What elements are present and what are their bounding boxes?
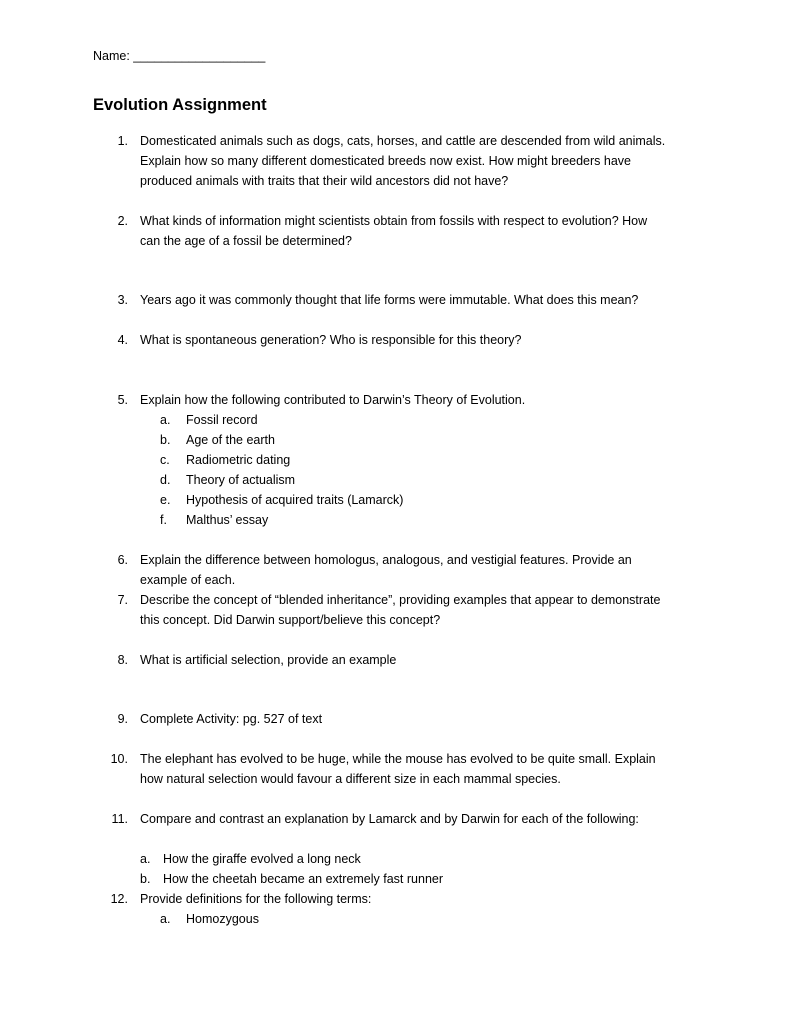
question-line: The elephant has evolved to be huge, while the mouse has evolved to be quite small. Explain — [140, 752, 656, 766]
question-line: Years ago it was commonly thought that life forms were immutable. What does this mean? — [140, 293, 639, 307]
page-title: Evolution Assignment — [93, 96, 267, 114]
question-text — [140, 650, 700, 670]
sub-item-text: Theory of actualism — [186, 473, 296, 487]
question-line: Provide definitions for the following terms: — [140, 892, 372, 906]
question-text — [140, 131, 700, 191]
question-line: What kinds of information might scientists obtain from fossils with respect to evolution? How — [140, 214, 648, 228]
sub-item-letter: a. — [160, 413, 171, 427]
question-line: Compare and contrast an explanation by Lamarck and by Darwin for each of the following: — [140, 812, 639, 826]
question-line: this concept. Did Darwin support/believe this concept? — [140, 613, 441, 627]
question-line: Describe the concept of “blended inheritance”, providing examples that appear to demonstrate — [140, 593, 661, 607]
question-line: What is artificial selection, provide an example — [140, 653, 397, 667]
sub-item-letter: c. — [160, 453, 170, 467]
question-line: can the age of a fossil be determined? — [140, 234, 352, 248]
name-field-line: Name: ___________________ — [93, 49, 266, 63]
question-line: produced animals with traits that their wild ancestors did not have? — [140, 174, 509, 188]
question-text — [140, 211, 700, 251]
question-text — [140, 709, 700, 729]
question-line: Explain how so many different domesticated breeds now exist. How might breeders have — [140, 154, 631, 168]
question-number: 7. — [117, 593, 128, 607]
question-line: how natural selection would favour a different size in each mammal species. — [140, 772, 561, 786]
sub-item-text: Radiometric dating — [186, 453, 291, 467]
question-text — [140, 550, 700, 590]
question-text — [140, 809, 700, 829]
question-line: What is spontaneous generation? Who is responsible for this theory? — [140, 333, 522, 347]
sub-item-text: Hypothesis of acquired traits (Lamarck) — [186, 493, 404, 507]
question-text — [140, 889, 700, 909]
sub-item-text: How the cheetah became an extremely fast runner — [163, 872, 444, 886]
question-number: 12. — [110, 892, 128, 906]
question-line: example of each. — [140, 573, 236, 587]
question-number: 10. — [110, 752, 128, 766]
sub-item-text: Malthus’ essay — [186, 513, 269, 527]
sub-item-text: How the giraffe evolved a long neck — [163, 852, 361, 866]
question-number: 2. — [117, 214, 128, 228]
question-line: Domesticated animals such as dogs, cats, horses, and cattle are descended from wild animals. — [140, 134, 666, 148]
question-number: 3. — [117, 293, 128, 307]
question-text — [140, 390, 700, 410]
question-number: 4. — [117, 333, 128, 347]
question-text — [140, 590, 700, 630]
sub-item-text: Age of the earth — [186, 433, 275, 447]
sub-item-letter: d. — [160, 473, 171, 487]
sub-item-letter: a. — [140, 852, 151, 866]
sub-item-letter: e. — [160, 493, 171, 507]
question-text — [140, 330, 700, 350]
question-number: 9. — [117, 712, 128, 726]
question-number: 8. — [117, 653, 128, 667]
sub-item-letter: b. — [160, 433, 171, 447]
sub-item-text: Fossil record — [186, 413, 258, 427]
question-number: 1. — [117, 134, 128, 148]
question-number: 11. — [111, 812, 128, 826]
sub-item-text: Homozygous — [186, 912, 259, 926]
question-line: Complete Activity: pg. 527 of text — [140, 712, 323, 726]
sub-item-letter: b. — [140, 872, 151, 886]
question-text — [140, 290, 700, 310]
question-number: 6. — [117, 553, 128, 567]
sub-item-letter: f. — [160, 513, 167, 527]
question-line: Explain how the following contributed to Darwin’s Theory of Evolution. — [140, 393, 526, 407]
question-line: Explain the difference between homologus, analogous, and vestigial features. Provide an — [140, 553, 632, 567]
sub-item-letter: a. — [160, 912, 171, 926]
question-text — [140, 749, 700, 789]
question-number: 5. — [117, 393, 128, 407]
